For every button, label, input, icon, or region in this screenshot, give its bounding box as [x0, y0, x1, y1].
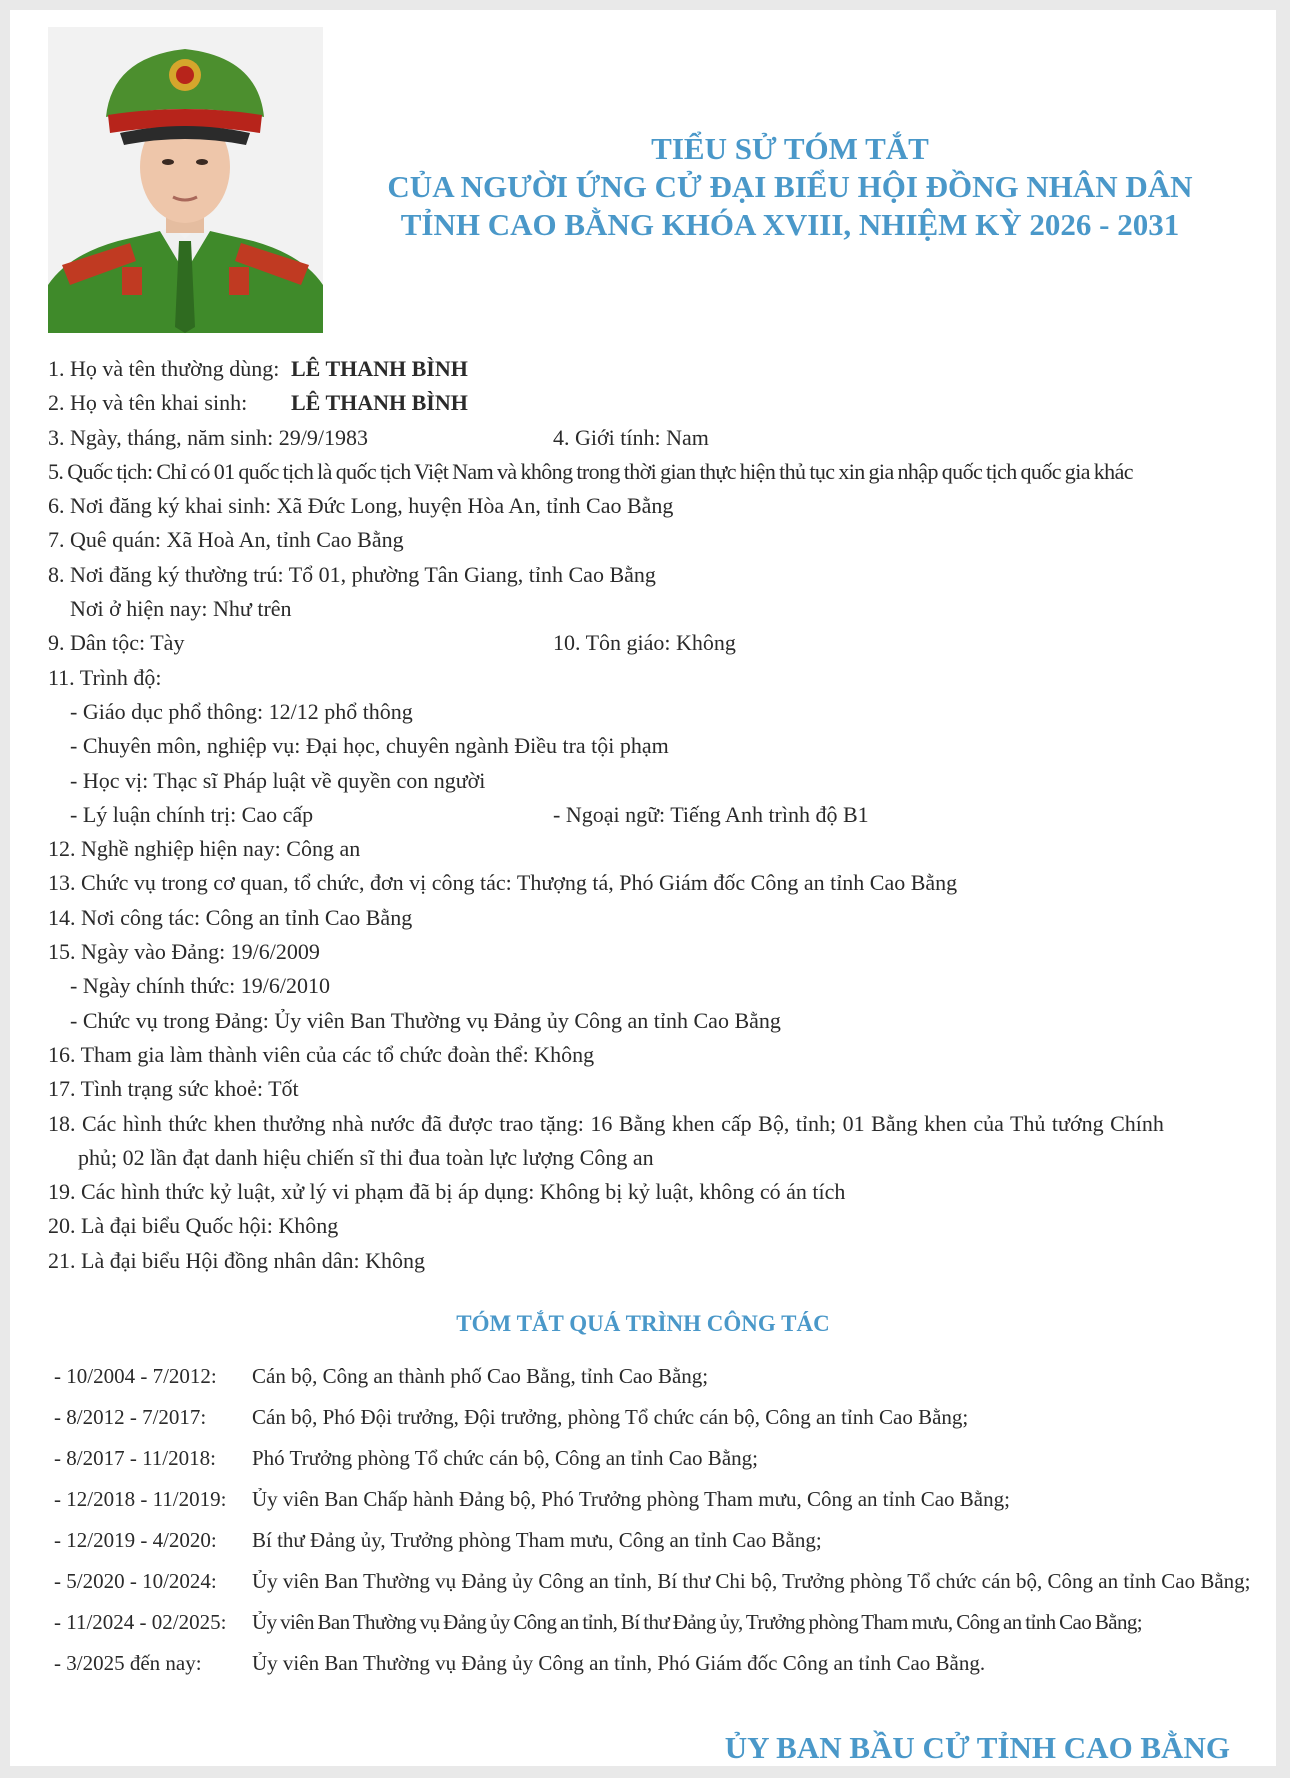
info-line-2 [48, 386, 1258, 420]
info-line-15a: - Ngày chính thức: 19/6/2010 [70, 973, 330, 999]
work-period: - 10/2004 - 7/2012: [54, 1364, 217, 1388]
work-period: - 8/2012 - 7/2017: [54, 1405, 207, 1429]
work-history [54, 1363, 1264, 1691]
birth-name-label: 2. Họ và tên khai sinh: [48, 390, 248, 416]
info-line-11b: - Chuyên môn, nghiệp vụ: Đại học, chuyên ngành Điều tra tội phạm [70, 733, 669, 759]
info-line-15: 15. Ngày vào Đảng: 19/6/2009 [48, 939, 320, 965]
work-description: Cán bộ, Công an thành phố Cao Bằng, tỉnh Cao Bằng; [252, 1364, 709, 1388]
info-line-16: 16. Tham gia làm thành viên của các tổ chức đoàn thể: Không [48, 1041, 595, 1067]
info-line-5: 5. Quốc tịch: Chỉ có 01 quốc tịch là quốc tịch Việt Nam và không trong thời gian thực hiện thủ tục xin gia nhập quốc tịch quốc gia khác [48, 458, 1133, 484]
issuer-signature: ỦY BAN BẦU CỬ TỈNH CAO BẰNG [724, 1730, 1230, 1765]
info-line-12: 12. Nghề nghiệp hiện nay: Công an [48, 836, 361, 862]
birth-date: 3. Ngày, tháng, năm sinh: 29/9/1983 [48, 424, 368, 450]
info-line-6: 6. Nơi đăng ký khai sinh: Xã Đức Long, huyện Hòa An, tỉnh Cao Bằng [48, 493, 674, 519]
work-period: - 12/2019 - 4/2020: [54, 1528, 217, 1552]
info-line-18: 18. Các hình thức khen thưởng nhà nước đã được trao tặng: 16 Bằng khen cấp Bộ, tỉnh; 01 Bằng khen của Thủ tướng Chính [48, 1110, 1164, 1136]
info-line-9 [48, 626, 1258, 660]
info-line-19: 19. Các hình thức kỷ luật, xử lý vi phạm đã bị áp dụng: Không bị kỷ luật, không có án tích [48, 1179, 846, 1205]
info-line-1 [48, 352, 1258, 386]
work-description: Ủy viên Ban Thường vụ Đảng ủy Công an tỉnh, Bí thư Chi bộ, Trưởng phòng Tổ chức cán bộ, Công an tỉnh Cao Bằng; [252, 1569, 1251, 1593]
document-title [350, 130, 1230, 244]
info-line-21: 21. Là đại biểu Hội đồng nhân dân: Không [48, 1247, 425, 1273]
full-name-label: 1. Họ và tên thường dùng: [48, 356, 280, 381]
title-line-1: TIỂU SỬ TÓM TẮT [651, 131, 929, 166]
work-row [54, 1609, 1264, 1635]
religion: 10. Tôn giáo: Không [553, 630, 736, 656]
personal-info [48, 352, 1258, 1278]
work-row [54, 1650, 1264, 1676]
info-line-18b: phủ; 02 lần đạt danh hiệu chiến sĩ thi đua toàn lực lượng Công an [78, 1144, 654, 1170]
title-line-3: TỈNH CAO BẰNG KHÓA XVIII, NHIỆM KỲ 2026 - 2031 [400, 207, 1180, 242]
info-line-15b: - Chức vụ trong Đảng: Ủy viên Ban Thường vụ Đảng ủy Công an tỉnh Cao Bằng [70, 1007, 781, 1033]
info-line-7: 7. Quê quán: Xã Hoà An, tỉnh Cao Bằng [48, 527, 404, 553]
info-line-8: 8. Nơi đăng ký thường trú: Tổ 01, phường Tân Giang, tỉnh Cao Bằng [48, 561, 656, 587]
candidate-portrait [48, 27, 323, 333]
gender: 4. Giới tính: Nam [553, 424, 709, 450]
work-description: Phó Trưởng phòng Tổ chức cán bộ, Công an tỉnh Cao Bằng; [252, 1446, 758, 1470]
political-theory: - Lý luận chính trị: Cao cấp [70, 801, 314, 827]
work-row [54, 1363, 1264, 1389]
work-row [54, 1486, 1264, 1512]
info-line-11d [48, 798, 1258, 832]
biography-page [10, 10, 1276, 1766]
work-period: - 5/2020 - 10/2024: [54, 1569, 217, 1593]
work-row [54, 1445, 1264, 1471]
work-description: Cán bộ, Phó Đội trưởng, Đội trưởng, phòng Tổ chức cán bộ, Công an tỉnh Cao Bằng; [252, 1405, 969, 1429]
work-period: - 12/2018 - 11/2019: [54, 1487, 227, 1511]
info-line-11: 11. Trình độ: [48, 664, 162, 690]
birth-name-value: LÊ THANH BÌNH [291, 390, 468, 416]
work-history-heading: TÓM TẮT QUÁ TRÌNH CÔNG TÁC [456, 1311, 830, 1336]
work-period: - 3/2025 đến nay: [54, 1651, 202, 1675]
work-period: - 8/2017 - 11/2018: [54, 1446, 216, 1470]
work-description: Ủy viên Ban Thường vụ Đảng ủy Công an tỉnh, Bí thư Đảng ủy, Trưởng phòng Tham mưu, Công an tỉnh Cao Bằng; [252, 1610, 1142, 1634]
work-description: Bí thư Đảng ủy, Trưởng phòng Tham mưu, Công an tỉnh Cao Bằng; [252, 1528, 822, 1552]
info-line-17: 17. Tình trạng sức khoẻ: Tốt [48, 1076, 299, 1102]
work-row [54, 1568, 1264, 1594]
work-period: - 11/2024 - 02/2025: [54, 1610, 227, 1634]
info-line-14: 14. Nơi công tác: Công an tỉnh Cao Bằng [48, 904, 413, 930]
info-line-11a: - Giáo dục phổ thông: 12/12 phổ thông [70, 698, 413, 724]
info-line-3 [48, 421, 1258, 455]
work-description: Ủy viên Ban Chấp hành Đảng bộ, Phó Trưởng phòng Tham mưu, Công an tỉnh Cao Bằng; [252, 1487, 1010, 1511]
info-line-20: 20. Là đại biểu Quốc hội: Không [48, 1213, 339, 1239]
foreign-language: - Ngoại ngữ: Tiếng Anh trình độ B1 [553, 801, 869, 827]
info-line-13: 13. Chức vụ trong cơ quan, tổ chức, đơn vị công tác: Thượng tá, Phó Giám đốc Công an tỉnh Cao Bằng [48, 870, 958, 896]
work-description: Ủy viên Ban Thường vụ Đảng ủy Công an tỉnh, Phó Giám đốc Công an tỉnh Cao Bằng. [252, 1651, 986, 1675]
full-name-value: LÊ THANH BÌNH [291, 356, 468, 381]
work-row [54, 1527, 1264, 1553]
title-line-2: CỦA NGƯỜI ỨNG CỬ ĐẠI BIỂU HỘI ĐỒNG NHÂN DÂN [387, 169, 1193, 204]
info-line-11c: - Học vị: Thạc sĩ Pháp luật về quyền con người [70, 767, 486, 793]
work-row [54, 1404, 1264, 1430]
info-line-8b: Nơi ở hiện nay: Như trên [70, 596, 292, 622]
ethnicity: 9. Dân tộc: Tày [48, 630, 185, 656]
